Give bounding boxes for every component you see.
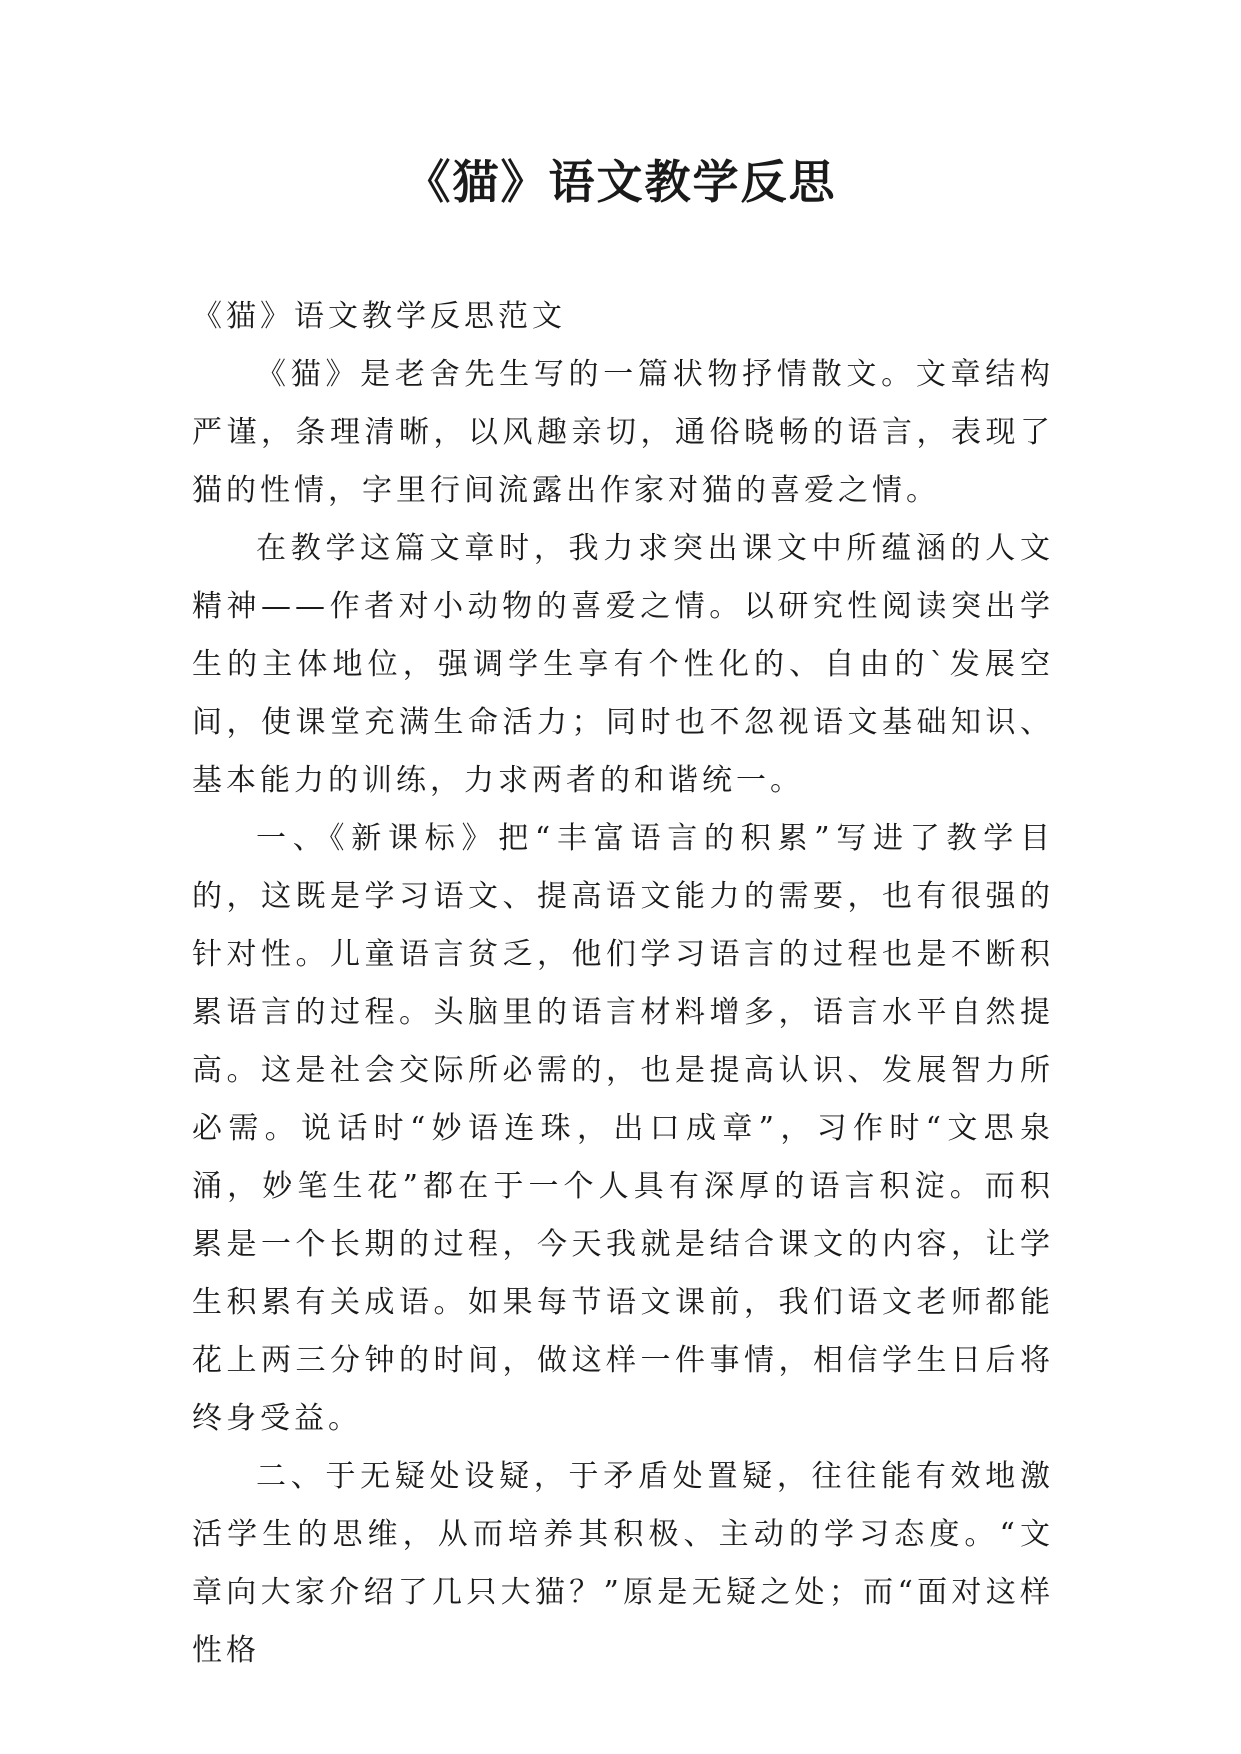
paragraph-intro: 《猫》是老舍先生写的一篇状物抒情散文。文章结构严谨，条理清晰，以风趣亲切，通俗晓畅的语言，表现了猫的性情，字里行间流露出作家对猫的喜爱之情。 <box>192 357 1054 508</box>
paragraph-teaching-approach: 在教学这篇文章时，我力求突出课文中所蕴涵的人文精神——作者对小动物的喜爱之情。以研究性阅读突出学生的主体地位，强调学生享有个性化的、自由的`发展空间，使课堂充满生命活力；同时也不忽视语文基础知识、基本能力的训练，力求两者的和谐统一。 <box>192 531 1054 798</box>
document-title: 《猫》语文教学反思 <box>404 155 837 209</box>
paragraph-point-two: 二、于无疑处设疑，于矛盾处置疑，往往能有效地激活学生的思维，从而培养其积极、主动的学习态度。“文章向大家介绍了几只大猫？”原是无疑之处；而“面对这样性格 <box>192 1459 1054 1668</box>
document-subtitle: 《猫》语文教学反思范文 <box>192 299 566 334</box>
document-body <box>192 288 1054 1680</box>
paragraph-point-one: 一、《新课标》把“丰富语言的积累”写进了教学目的，这既是学习语文、提高语文能力的需要，也有很强的针对性。儿童语言贫乏，他们学习语言的过程也是不断积累语言的过程。头脑里的语言材料增多，语言水平自然提高。这是社会交际所必需的，也是提高认识、发展智力所必需。说话时“妙语连珠，出口成章”，习作时“文思泉涌，妙笔生花”都在于一个人具有深厚的语言积淀。而积累是一个长期的过程，今天我就是结合课文的内容，让学生积累有关成语。如果每节语文课前，我们语文老师都能花上两三分钟的时间，做这样一件事情，相信学生日后将终身受益。 <box>192 821 1054 1436</box>
